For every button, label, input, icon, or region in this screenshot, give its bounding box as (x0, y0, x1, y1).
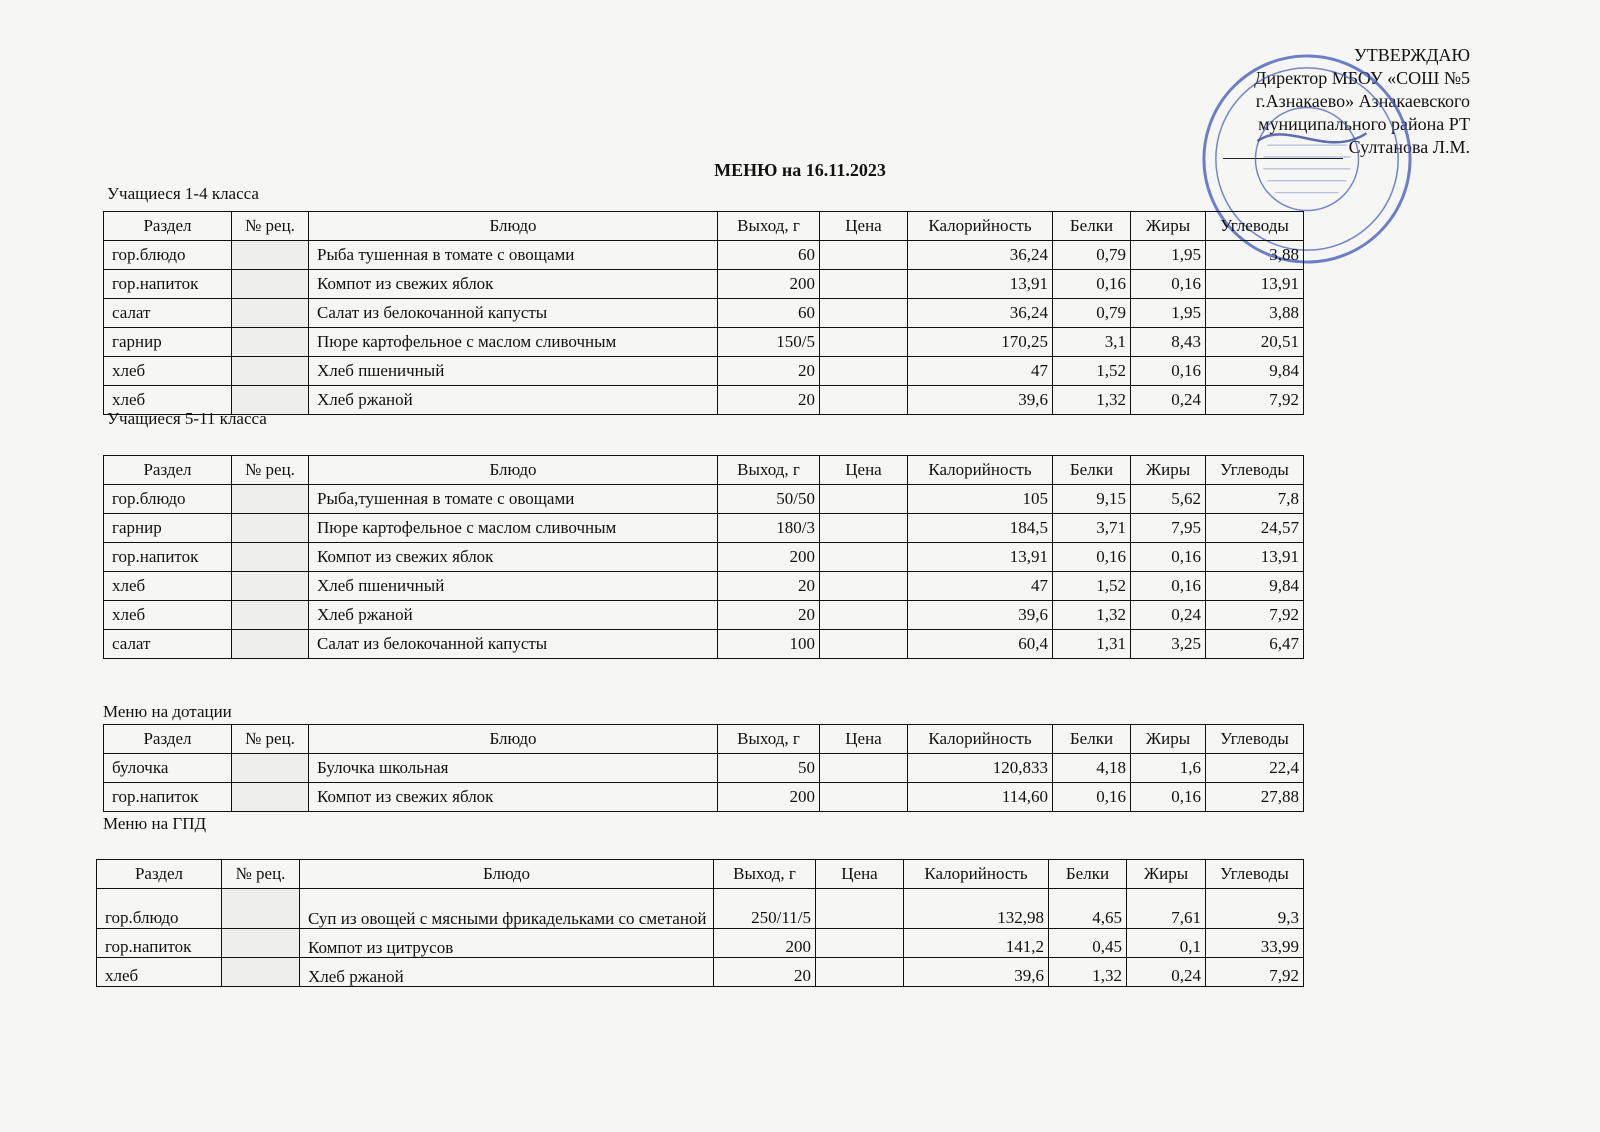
column-header: Выход, г (718, 212, 820, 241)
carbs-cell: 13,91 (1206, 270, 1304, 299)
portion-cell: 100 (718, 630, 820, 659)
dish-cell: Хлеб ржаной (300, 958, 714, 987)
price-cell (820, 543, 908, 572)
column-header: Жиры (1131, 212, 1206, 241)
section-cell: гор.напиток (104, 783, 232, 812)
protein-cell: 0,16 (1053, 543, 1131, 572)
carbs-cell: 7,92 (1206, 958, 1304, 987)
column-header: Жиры (1127, 860, 1206, 889)
page-title: МЕНЮ на 16.11.2023 (714, 160, 886, 180)
dish-cell: Хлеб пшеничный (309, 357, 718, 386)
carbs-cell: 27,88 (1206, 783, 1304, 812)
fat-cell: 3,25 (1131, 630, 1206, 659)
table-row (104, 357, 1304, 386)
section-cell: гор.блюдо (104, 241, 232, 270)
table-header-row (104, 212, 1304, 241)
column-header: Выход, г (718, 725, 820, 754)
column-header: Белки (1049, 860, 1127, 889)
dish-cell: Рыба,тушенная в томате с овощами (309, 485, 718, 514)
signature-line (1223, 140, 1343, 159)
calories-cell: 36,24 (908, 299, 1053, 328)
column-header: Блюдо (309, 212, 718, 241)
dish-cell: Булочка школьная (309, 754, 718, 783)
protein-cell: 0,16 (1053, 783, 1131, 812)
column-header: № рец. (232, 725, 309, 754)
table-grades-1-4 (103, 211, 1304, 415)
fat-cell: 1,95 (1131, 299, 1206, 328)
column-header: Блюдо (309, 725, 718, 754)
fat-cell: 1,6 (1131, 754, 1206, 783)
price-cell (820, 485, 908, 514)
protein-cell: 4,65 (1049, 889, 1127, 929)
portion-cell: 50 (718, 754, 820, 783)
dish-cell: Хлеб ржаной (309, 386, 718, 415)
column-header: Раздел (104, 456, 232, 485)
section-cell: хлеб (97, 958, 222, 987)
protein-cell: 0,16 (1053, 270, 1131, 299)
fat-cell: 0,1 (1127, 929, 1206, 958)
protein-cell: 3,71 (1053, 514, 1131, 543)
table-row (104, 485, 1304, 514)
recipe-number-cell (232, 328, 309, 357)
table-row (104, 299, 1304, 328)
fat-cell: 8,43 (1131, 328, 1206, 357)
calories-cell: 39,6 (908, 386, 1053, 415)
caption-gpd-menu: Меню на ГПД (103, 814, 207, 833)
calories-cell: 36,24 (908, 241, 1053, 270)
recipe-number-cell (232, 754, 309, 783)
column-header: Цена (820, 456, 908, 485)
calories-cell: 60,4 (908, 630, 1053, 659)
column-header: Углеводы (1206, 212, 1304, 241)
column-header: Блюдо (300, 860, 714, 889)
calories-cell: 39,6 (908, 601, 1053, 630)
portion-cell: 180/3 (718, 514, 820, 543)
calories-cell: 114,60 (908, 783, 1053, 812)
recipe-number-cell (232, 299, 309, 328)
dish-cell: Салат из белокочанной капусты (309, 630, 718, 659)
column-header: Цена (816, 860, 904, 889)
protein-cell: 1,32 (1049, 958, 1127, 987)
price-cell (820, 328, 908, 357)
table-header-row (104, 456, 1304, 485)
price-cell (820, 299, 908, 328)
portion-cell: 60 (718, 241, 820, 270)
carbs-cell: 20,51 (1206, 328, 1304, 357)
price-cell (820, 601, 908, 630)
recipe-number-cell (232, 485, 309, 514)
recipe-number-cell (222, 889, 300, 929)
calories-cell: 141,2 (904, 929, 1049, 958)
table-gpd-menu (96, 859, 1304, 987)
section-cell: гарнир (104, 328, 232, 357)
portion-cell: 20 (714, 958, 816, 987)
portion-cell: 200 (718, 543, 820, 572)
portion-cell: 200 (718, 783, 820, 812)
dish-cell: Рыба тушенная в томате с овощами (309, 241, 718, 270)
table-row (97, 958, 1304, 987)
recipe-number-cell (232, 514, 309, 543)
protein-cell: 9,15 (1053, 485, 1131, 514)
portion-cell: 20 (718, 386, 820, 415)
calories-cell: 13,91 (908, 270, 1053, 299)
protein-cell: 1,31 (1053, 630, 1131, 659)
recipe-number-cell (232, 601, 309, 630)
fat-cell: 0,16 (1131, 783, 1206, 812)
fat-cell: 0,24 (1131, 386, 1206, 415)
column-header: № рец. (232, 456, 309, 485)
fat-cell: 7,61 (1127, 889, 1206, 929)
portion-cell: 200 (714, 929, 816, 958)
approval-heading: УТВЕРЖДАЮ (1353, 45, 1470, 65)
table-row (104, 543, 1304, 572)
recipe-number-cell (232, 630, 309, 659)
carbs-cell: 6,47 (1206, 630, 1304, 659)
recipe-number-cell (232, 270, 309, 299)
fat-cell: 0,16 (1131, 572, 1206, 601)
calories-cell: 120,833 (908, 754, 1053, 783)
column-header: Раздел (104, 725, 232, 754)
protein-cell: 0,79 (1053, 299, 1131, 328)
recipe-number-cell (232, 357, 309, 386)
section-cell: гор.напиток (104, 270, 232, 299)
calories-cell: 13,91 (908, 543, 1053, 572)
column-header: Калорийность (908, 725, 1053, 754)
fat-cell: 5,62 (1131, 485, 1206, 514)
dish-cell: Пюре картофельное с маслом сливочным (309, 328, 718, 357)
protein-cell: 0,79 (1053, 241, 1131, 270)
protein-cell: 1,32 (1053, 601, 1131, 630)
calories-cell: 105 (908, 485, 1053, 514)
approval-district: муниципального района РТ (1258, 114, 1470, 134)
table-header-row (97, 860, 1304, 889)
column-header: Выход, г (714, 860, 816, 889)
carbs-cell: 33,99 (1206, 929, 1304, 958)
price-cell (820, 386, 908, 415)
fat-cell: 0,16 (1131, 357, 1206, 386)
table-row (104, 241, 1304, 270)
section-cell: хлеб (104, 386, 232, 415)
portion-cell: 50/50 (718, 485, 820, 514)
column-header: Цена (820, 212, 908, 241)
carbs-cell: 7,92 (1206, 386, 1304, 415)
fat-cell: 0,24 (1131, 601, 1206, 630)
approval-position: Директор МБОУ «СОШ №5 (1254, 68, 1470, 88)
recipe-number-cell (232, 241, 309, 270)
fat-cell: 0,24 (1127, 958, 1206, 987)
table-row (97, 929, 1304, 958)
protein-cell: 1,32 (1053, 386, 1131, 415)
section-cell: салат (104, 630, 232, 659)
column-header: Жиры (1131, 456, 1206, 485)
column-header: Цена (820, 725, 908, 754)
column-header: Углеводы (1206, 725, 1304, 754)
price-cell (820, 754, 908, 783)
section-cell: хлеб (104, 572, 232, 601)
table-row (104, 572, 1304, 601)
approval-signature-row (1130, 136, 1470, 159)
portion-cell: 20 (718, 357, 820, 386)
section-cell: гор.блюдо (97, 889, 222, 929)
carbs-cell: 9,84 (1206, 572, 1304, 601)
price-cell (816, 889, 904, 929)
dish-cell: Суп из овощей с мясными фрикадельками со сметаной (300, 889, 714, 929)
portion-cell: 20 (718, 601, 820, 630)
carbs-cell: 24,57 (1206, 514, 1304, 543)
table-row (104, 754, 1304, 783)
calories-cell: 170,25 (908, 328, 1053, 357)
recipe-number-cell (222, 958, 300, 987)
fat-cell: 1,95 (1131, 241, 1206, 270)
price-cell (820, 572, 908, 601)
carbs-cell: 3,88 (1206, 241, 1304, 270)
recipe-number-cell (232, 572, 309, 601)
portion-cell: 20 (718, 572, 820, 601)
dish-cell: Салат из белокочанной капусты (309, 299, 718, 328)
price-cell (820, 783, 908, 812)
table-row (104, 601, 1304, 630)
table-row (97, 889, 1304, 929)
dish-cell: Компот из свежих яблок (309, 270, 718, 299)
portion-cell: 250/11/5 (714, 889, 816, 929)
protein-cell: 1,52 (1053, 357, 1131, 386)
price-cell (820, 241, 908, 270)
carbs-cell: 7,8 (1206, 485, 1304, 514)
protein-cell: 4,18 (1053, 754, 1131, 783)
approval-block (1130, 44, 1470, 159)
calories-cell: 47 (908, 357, 1053, 386)
fat-cell: 0,16 (1131, 543, 1206, 572)
price-cell (820, 270, 908, 299)
calories-cell: 47 (908, 572, 1053, 601)
dish-cell: Компот из свежих яблок (309, 543, 718, 572)
table-row (104, 783, 1304, 812)
calories-cell: 132,98 (904, 889, 1049, 929)
portion-cell: 150/5 (718, 328, 820, 357)
column-header: Калорийность (908, 212, 1053, 241)
recipe-number-cell (232, 783, 309, 812)
caption-subsidized-menu: Меню на дотации (103, 702, 232, 721)
fat-cell: 7,95 (1131, 514, 1206, 543)
section-cell: гор.напиток (104, 543, 232, 572)
table-row (104, 386, 1304, 415)
dish-cell: Пюре картофельное с маслом сливочным (309, 514, 718, 543)
column-header: Белки (1053, 212, 1131, 241)
table-grades-5-11 (103, 455, 1304, 659)
recipe-number-cell (222, 929, 300, 958)
section-cell: гарнир (104, 514, 232, 543)
dish-cell: Хлеб ржаной (309, 601, 718, 630)
price-cell (820, 630, 908, 659)
dish-cell: Компот из цитрусов (300, 929, 714, 958)
column-header: Углеводы (1206, 456, 1304, 485)
section-cell: хлеб (104, 601, 232, 630)
column-header: Калорийность (904, 860, 1049, 889)
protein-cell: 1,52 (1053, 572, 1131, 601)
column-header: № рец. (232, 212, 309, 241)
caption-grades-1-4: Учащиеся 1-4 класса (107, 184, 259, 203)
table-row (104, 328, 1304, 357)
column-header: Белки (1053, 725, 1131, 754)
table-row (104, 514, 1304, 543)
column-header: Блюдо (309, 456, 718, 485)
protein-cell: 3,1 (1053, 328, 1131, 357)
protein-cell: 0,45 (1049, 929, 1127, 958)
approval-school: г.Азнакаево» Азнакаевского (1255, 91, 1470, 111)
calories-cell: 39,6 (904, 958, 1049, 987)
column-header: Углеводы (1206, 860, 1304, 889)
table-header-row (104, 725, 1304, 754)
column-header: № рец. (222, 860, 300, 889)
section-cell: булочка (104, 754, 232, 783)
dish-cell: Компот из свежих яблок (309, 783, 718, 812)
price-cell (820, 357, 908, 386)
table-subsidized-menu (103, 724, 1304, 812)
price-cell (820, 514, 908, 543)
dish-cell: Хлеб пшеничный (309, 572, 718, 601)
carbs-cell: 9,3 (1206, 889, 1304, 929)
column-header: Жиры (1131, 725, 1206, 754)
section-cell: хлеб (104, 357, 232, 386)
carbs-cell: 3,88 (1206, 299, 1304, 328)
caption-grades-5-11: Учащиеся 5-11 класса (107, 409, 267, 428)
calories-cell: 184,5 (908, 514, 1053, 543)
section-cell: гор.блюдо (104, 485, 232, 514)
portion-cell: 60 (718, 299, 820, 328)
approval-director-name: Султанова Л.М. (1348, 137, 1470, 157)
fat-cell: 0,16 (1131, 270, 1206, 299)
carbs-cell: 13,91 (1206, 543, 1304, 572)
section-cell: салат (104, 299, 232, 328)
carbs-cell: 7,92 (1206, 601, 1304, 630)
table-row (104, 270, 1304, 299)
recipe-number-cell (232, 543, 309, 572)
carbs-cell: 22,4 (1206, 754, 1304, 783)
column-header: Раздел (104, 212, 232, 241)
section-cell: гор.напиток (97, 929, 222, 958)
carbs-cell: 9,84 (1206, 357, 1304, 386)
column-header: Калорийность (908, 456, 1053, 485)
price-cell (816, 929, 904, 958)
price-cell (816, 958, 904, 987)
column-header: Белки (1053, 456, 1131, 485)
column-header: Выход, г (718, 456, 820, 485)
table-row (104, 630, 1304, 659)
column-header: Раздел (97, 860, 222, 889)
portion-cell: 200 (718, 270, 820, 299)
